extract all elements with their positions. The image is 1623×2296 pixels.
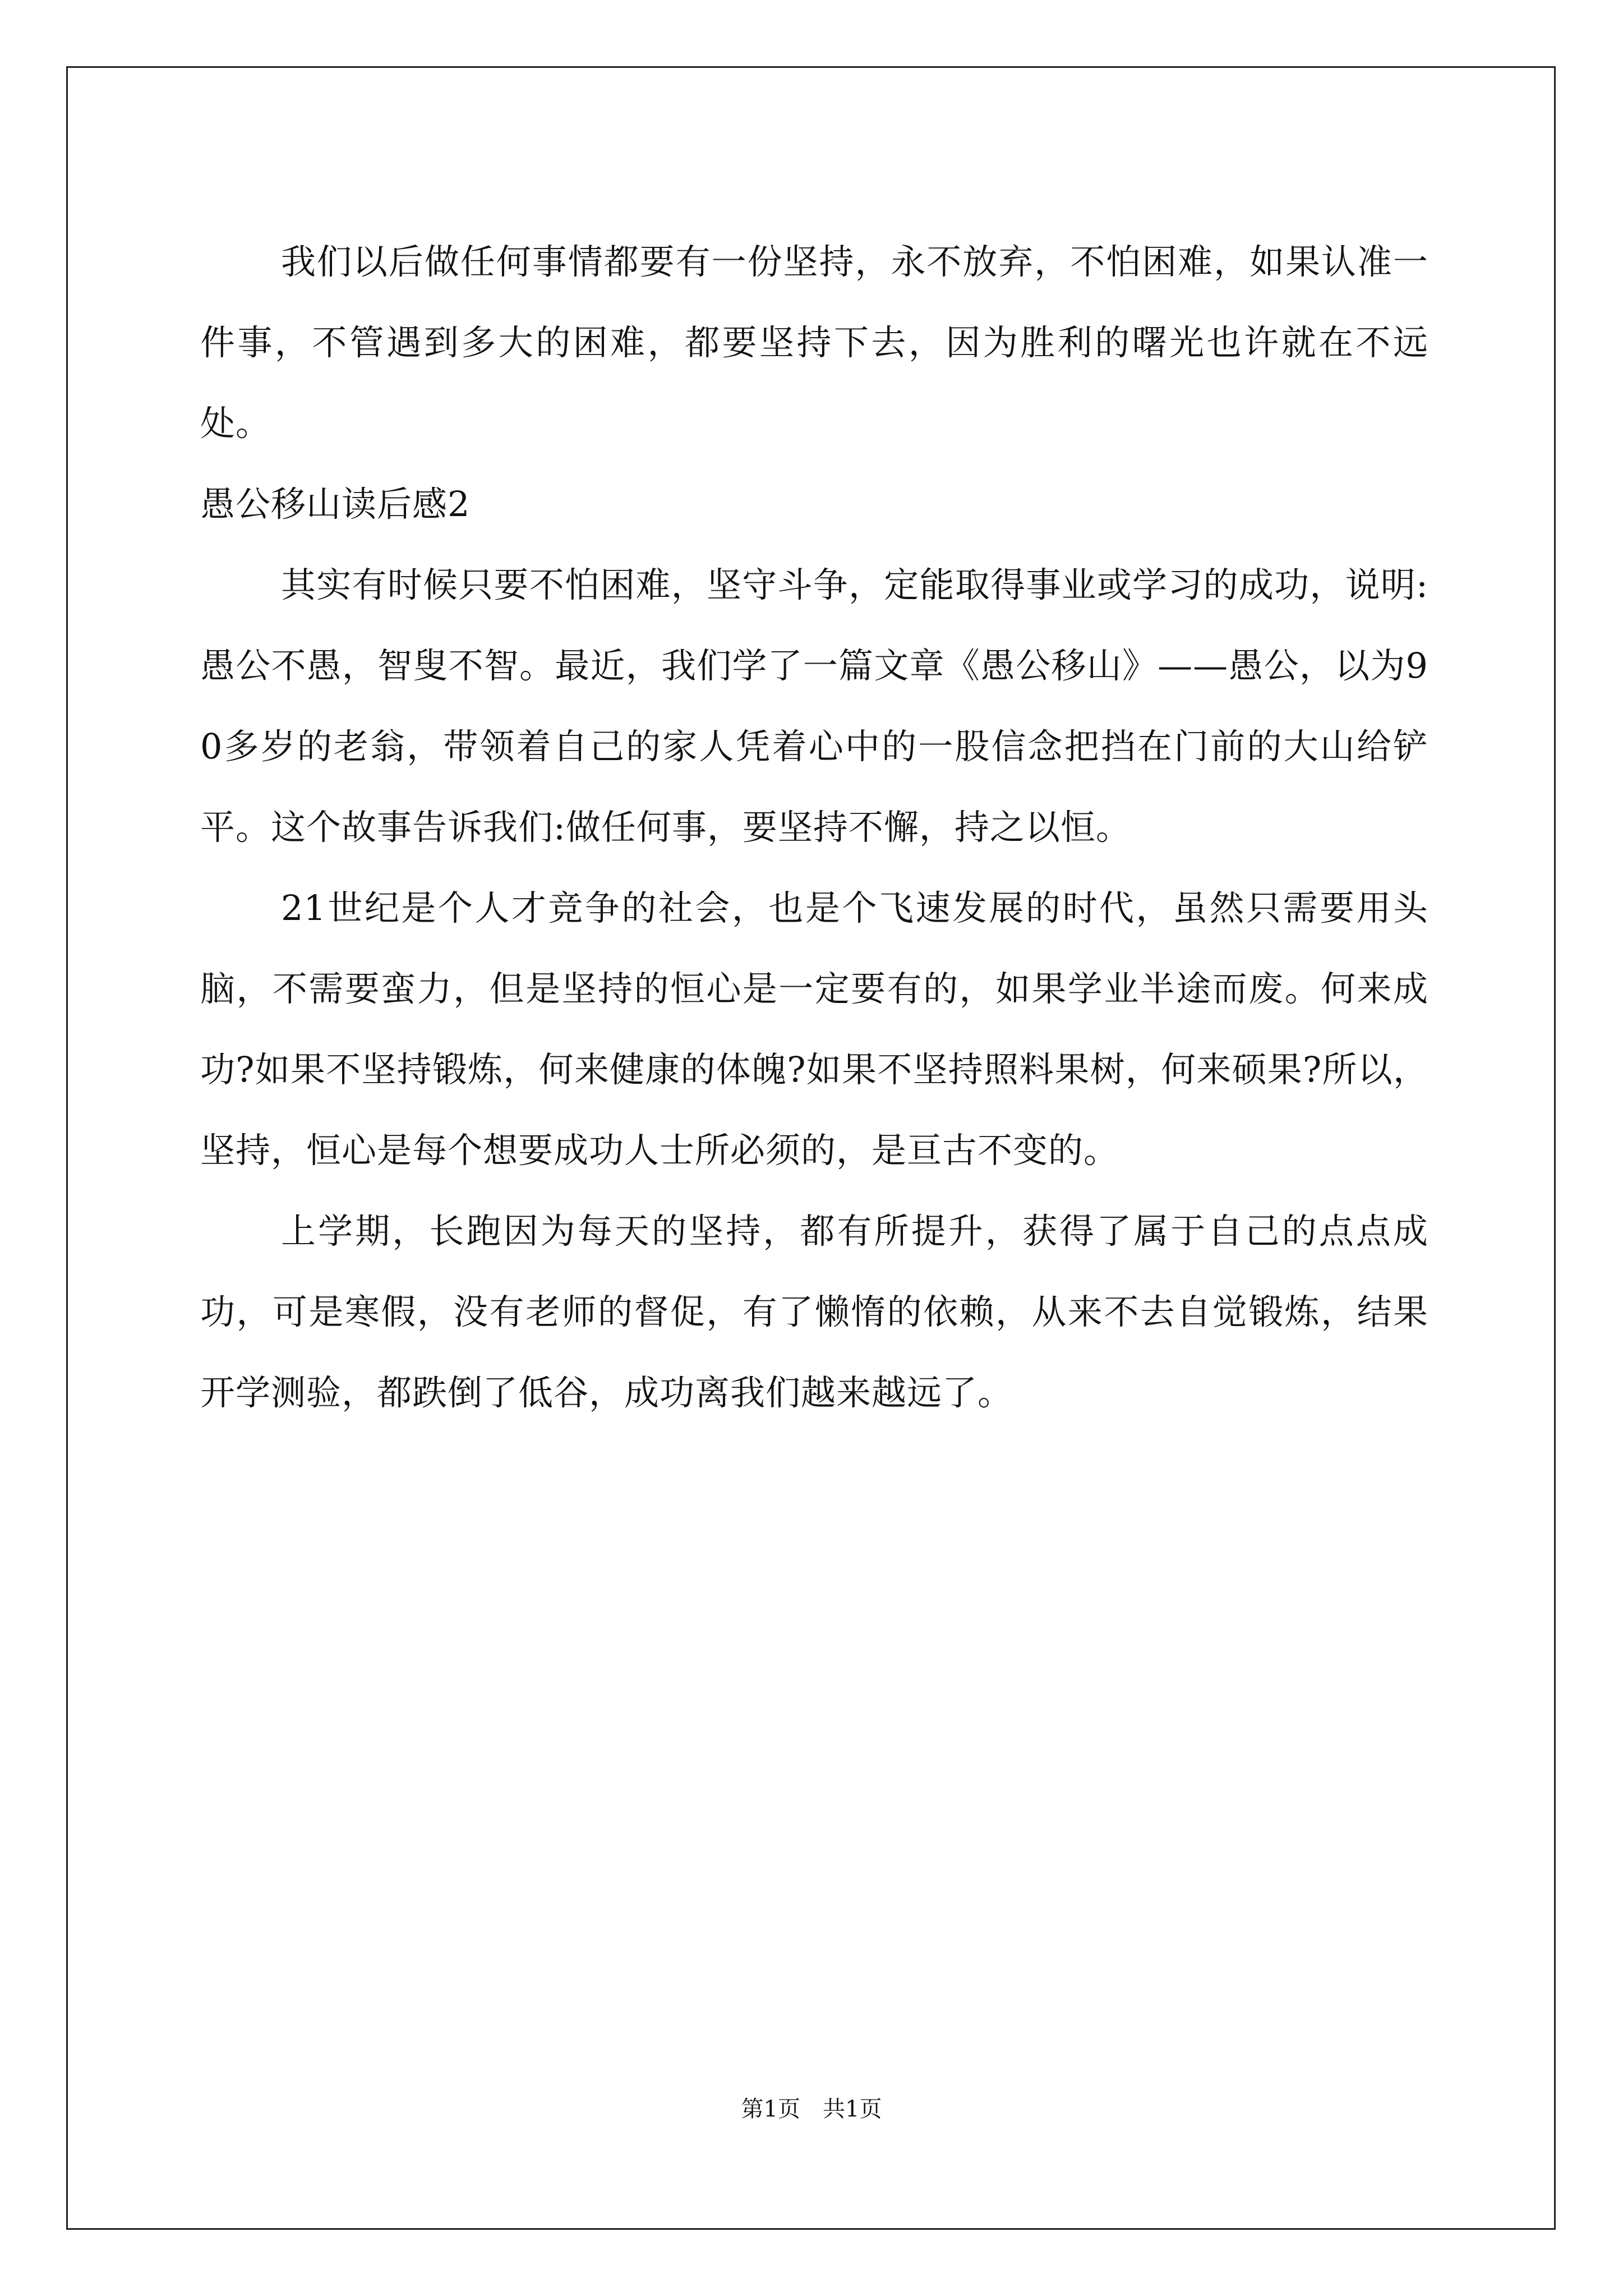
paragraph-yugong-story: 其实有时候只要不怕困难，坚守斗争，定能取得事业或学习的成功，说明:愚公不愚，智叟不智。最近，我们学了一篇文章《愚公移山》——愚公，以为90多岁的老翁，带领着自己的家人凭着心中的一股信念把挡在门前的大山给铲平。这个故事告诉我们:做任何事，要坚持不懈，持之以恒。 (200, 564, 1428, 848)
section-heading: 愚公移山读后感2 (200, 484, 471, 524)
page-footer: 第1页 共1页 (741, 2096, 882, 2122)
paragraph-perseverance: 我们以后做任何事情都要有一份坚持，永不放弃，不怕困难，如果认准一件事，不管遇到多大的困难，都要坚持下去，因为胜利的曙光也许就在不远处。 (200, 241, 1428, 444)
document-body (200, 222, 1428, 1433)
paragraph-21st-century: 21世纪是个人才竞争的社会，也是个飞速发展的时代，虽然只需要用头脑，不需要蛮力，但是坚持的恒心是一定要有的，如果学业半途而废。何来成功?如果不坚持锻炼，何来健康的体魄?如果不坚持照料果树，何来硕果?所以，坚持，恒心是每个想要成功人士所必须的，是亘古不变的。 (200, 887, 1428, 1171)
paragraph-last-semester: 上学期，长跑因为每天的坚持，都有所提升，获得了属于自己的点点成功，可是寒假，没有老师的督促，有了懒惰的依赖，从来不去自觉锻炼，结果开学测验，都跌倒了低谷，成功离我们越来越远了。 (200, 1211, 1428, 1413)
